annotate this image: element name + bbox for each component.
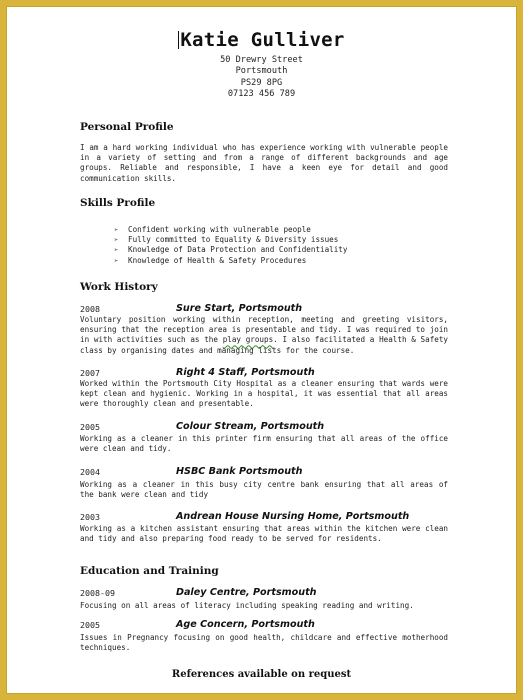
address-postcode: PS29 8PG bbox=[240, 77, 283, 88]
list-item: ➢ Knowledge of Health & Safety Procedures bbox=[114, 255, 307, 265]
cv-header bbox=[7, 29, 516, 100]
job-year: 2003 bbox=[80, 512, 100, 522]
job-employer: Right 4 Staff, Portsmouth bbox=[176, 367, 315, 378]
references-note: References available on request bbox=[171, 669, 352, 680]
education-year: 2008-09 bbox=[80, 588, 115, 598]
job-description: Voluntary position working within reception, meeting and greeting visitors, ensuring that the reception area is presentable and tidy. I was required to join in with activities such as the play groups. I also facilitated a Health & Safety class by organising dates and managing lists for the course. bbox=[80, 315, 448, 355]
personal-profile-text: I am a hard working individual who has experience working with vulnerable people in a variety of setting and from a range of different backgrounds and age groups. Reliable and responsible, I have a keen eye for detail and good communication skills. bbox=[80, 143, 448, 183]
job-row bbox=[80, 467, 450, 479]
job-employer: Andrean House Nursing Home, Portsmouth bbox=[176, 511, 410, 522]
job-row bbox=[80, 422, 450, 434]
education-institution: Age Concern, Portsmouth bbox=[176, 619, 315, 630]
job-description: Working as a cleaner in this printer firm ensuring that all areas of the office were clean and tidy. bbox=[80, 434, 448, 454]
candidate-name bbox=[7, 29, 516, 51]
arrow-bullet-icon: ➢ bbox=[114, 246, 119, 255]
address-city: Portsmouth bbox=[235, 66, 288, 77]
education-description: Focusing on all areas of literacy including speaking reading and writing. bbox=[80, 601, 414, 610]
skills-profile-heading: Skills Profile bbox=[80, 197, 156, 209]
list-item: ➢ Knowledge of Data Protection and Confidentiality bbox=[114, 245, 348, 255]
list-item: ➢ Fully committed to Equality & Diversity issues bbox=[114, 235, 339, 245]
education-description: Issues in Pregnancy focusing on good health, childcare and effective motherhood techniques. bbox=[80, 633, 448, 653]
list-item: ➢ Confident working with vulnerable people bbox=[114, 225, 311, 234]
education-institution: Daley Centre, Portsmouth bbox=[176, 587, 317, 598]
grammar-flag[interactable]: play groups bbox=[222, 335, 274, 345]
job-employer: Colour Stream, Portsmouth bbox=[176, 421, 325, 432]
arrow-bullet-icon: ➢ bbox=[114, 256, 119, 265]
arrow-bullet-icon: ➢ bbox=[114, 236, 119, 245]
work-history-heading: Work History bbox=[80, 281, 158, 293]
job-year: 2005 bbox=[80, 422, 100, 432]
job-year: 2007 bbox=[80, 368, 100, 378]
education-year: 2005 bbox=[80, 620, 100, 630]
job-description: Worked within the Portsmouth City Hospital as a cleaner ensuring that wards were kept clean and hygienic. Working in a hospital, it was essential that all areas were thoroughly clean and presentable. bbox=[80, 379, 448, 409]
education-row bbox=[80, 588, 450, 600]
education-heading: Education and Training bbox=[80, 565, 219, 577]
personal-profile-heading: Personal Profile bbox=[80, 121, 174, 133]
candidate-name-text: Katie Gulliver bbox=[180, 29, 345, 51]
job-year: 2004 bbox=[80, 467, 100, 477]
job-year: 2008 bbox=[80, 304, 100, 314]
job-employer: Sure Start, Portsmouth bbox=[176, 303, 303, 314]
skills-list bbox=[114, 225, 347, 266]
job-description: Working as a kitchen assistant ensuring that areas within the kitchen were clean and tidy and also preparing food ready to be served for residents. bbox=[80, 524, 448, 544]
cv-page bbox=[6, 6, 517, 694]
job-employer: HSBC Bank Portsmouth bbox=[176, 466, 303, 477]
job-description: Working as a cleaner in this busy city centre bank ensuring that all areas of the bank were clean and tidy bbox=[80, 480, 448, 500]
phone-number: 07123 456 789 bbox=[227, 88, 296, 99]
address-street: 50 Drewry Street bbox=[220, 55, 303, 65]
education-row bbox=[80, 620, 450, 632]
arrow-bullet-icon: ➢ bbox=[114, 226, 119, 234]
job-row bbox=[80, 512, 450, 524]
